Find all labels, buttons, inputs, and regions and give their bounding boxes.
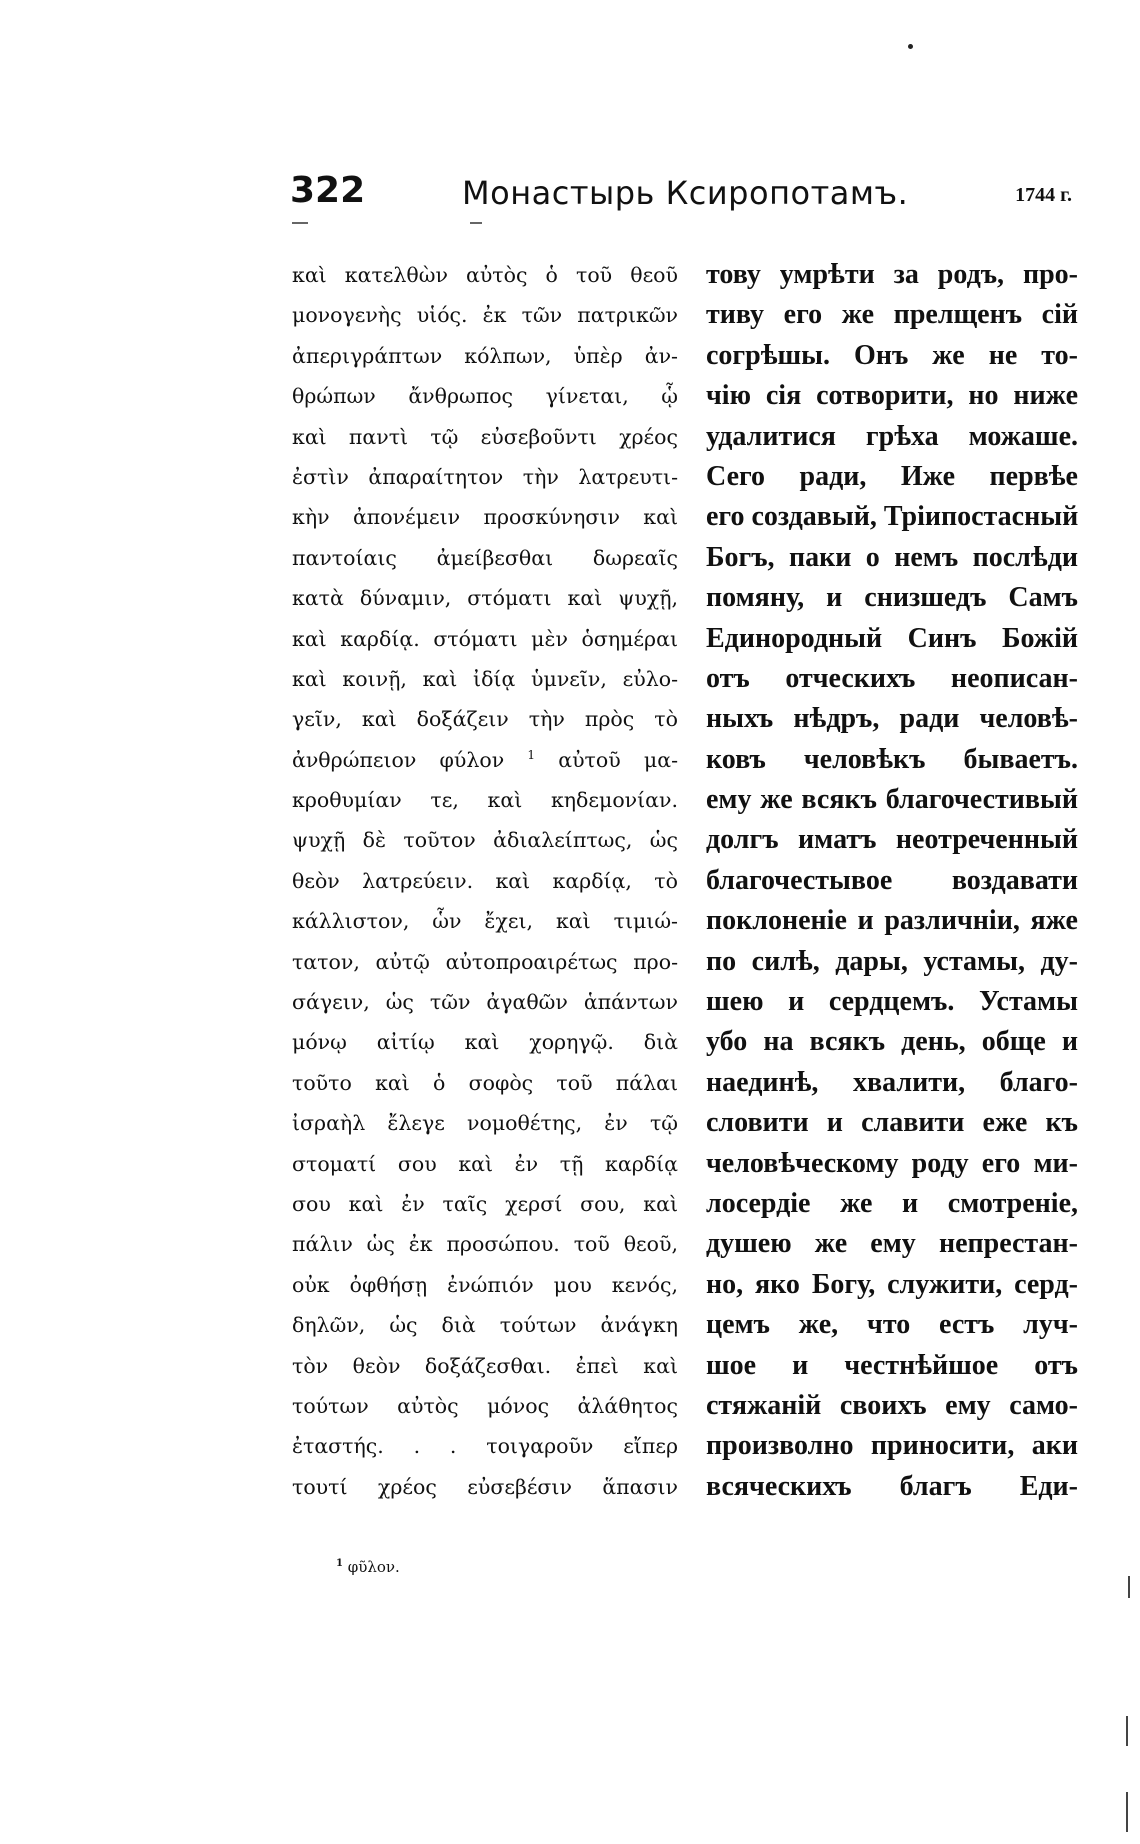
greek-line: κατὰ δύναμιν, στόματι καὶ ψυχῇ, (292, 586, 678, 611)
greek-line: ἐταστής. . . τοιγαροῦν εἴπερ (292, 1434, 678, 1459)
greek-line: τούτων αὐτὸς μόνος ἀλάθητος (292, 1393, 678, 1418)
slavonic-line: Единородный Синъ Божій (706, 622, 1078, 654)
year-label: 1744 г. (1015, 184, 1072, 206)
slavonic-line: долгъ иматъ неотреченный (706, 824, 1078, 856)
greek-line: ἐστὶν ἀπαραίτητον τὴν λατρευτι- (292, 464, 678, 489)
slavonic-line: чію сія сотворити, но ниже (706, 380, 1078, 412)
greek-line: κάλλιστον, ὧν ἔχει, καὶ τιμιώ- (292, 909, 678, 934)
slavonic-line: наединѣ, хвалити, благо- (706, 1066, 1078, 1098)
footnote-text: φῦλον. (347, 1558, 400, 1576)
slavonic-line: ему же всякъ благочестивый (706, 784, 1078, 816)
slavonic-line: тову умрѣти за родъ, про- (706, 259, 1078, 290)
greek-line: τατον, αὐτῷ αὐτοπροαιρέτως προ- (292, 949, 678, 974)
scan-edge-mark (1126, 1792, 1128, 1832)
footnote-number: 1 (336, 1558, 343, 1569)
greek-line: στοματί σου καὶ ἐν τῇ καρδίᾳ (292, 1151, 678, 1176)
slavonic-line: стяжаній своихъ ему само- (706, 1389, 1078, 1421)
slavonic-line: шею и сердцемъ. Устамы (706, 986, 1078, 1018)
slavonic-line: словити и славити еже къ (706, 1107, 1078, 1139)
slavonic-line: цемъ же, что естъ луч- (706, 1309, 1078, 1341)
greek-line: ψυχῇ δὲ τοῦτον ἀδιαλείπτως, ὡς (292, 828, 678, 853)
greek-line: κροθυμίαν τε, καὶ κηδεμονίαν. (292, 788, 678, 813)
greek-line: ἰσραὴλ ἔλεγε νομοθέτης, ἐν τῷ (292, 1111, 678, 1136)
greek-line: οὐκ ὀφθήσῃ ἐνώπιόν μου κενός, (292, 1272, 678, 1297)
scan-edge-mark (1128, 1576, 1130, 1598)
slavonic-line: помяну, и снизшедъ Самъ (706, 582, 1078, 614)
greek-line: κὴν ἀπονέμειν προσκύνησιν καὶ (292, 505, 678, 530)
header-dash-mid (470, 222, 482, 224)
greek-line: θρώπων ἄνθρωπος γίνεται, ᾧ (292, 384, 678, 409)
slavonic-line: удалитися грѣха можаше. (706, 420, 1078, 452)
greek-line: θεὸν λατρεύειν. καὶ καρδίᾳ, τὸ (292, 868, 678, 893)
slavonic-line: поклоненіе и различніи, яже (706, 905, 1078, 937)
slavonic-line: ковъ человѣкъ бываетъ. (706, 743, 1078, 775)
footnote-marker: 1 (527, 747, 536, 762)
greek-line: τοῦτο καὶ ὁ σοφὸς τοῦ πάλαι (292, 1070, 678, 1095)
slavonic-text-column (706, 255, 1078, 1507)
greek-line: παντοίαις ἀμείβεσθαι δωρεαῖς (292, 545, 678, 570)
greek-line-part: ἀνθρώπειον φύλον (292, 747, 505, 772)
slavonic-line: благочестывое воздавати (706, 864, 1078, 896)
greek-line-with-footnote (292, 740, 678, 780)
slavonic-line: человѣческому роду его ми- (706, 1147, 1078, 1179)
greek-line: δηλῶν, ὡς διὰ τούτων ἀνάγκη (292, 1313, 678, 1338)
slavonic-line: тиву его же прелщенъ сій (706, 299, 1078, 331)
running-title: Монастырь Ксиропотамъ. (462, 174, 909, 212)
scan-edge-mark (1126, 1716, 1128, 1746)
greek-line: σάγειν, ὡς τῶν ἀγαθῶν ἁπάντων (292, 990, 678, 1015)
footnote (336, 1558, 400, 1576)
greek-line-part: αὐτοῦ μα- (558, 747, 678, 772)
greek-line: τουτί χρέος εὐσεβέσιν ἅπασιν (292, 1474, 678, 1499)
greek-line: μόνῳ αἰτίῳ καὶ χορηγῷ. διὰ (292, 1030, 678, 1055)
slavonic-line: Сего ради, Иже первѣе (706, 460, 1078, 492)
slavonic-line: но, яко Богу, служити, серд- (706, 1268, 1078, 1300)
greek-line: γεῖν, καὶ δοξάζειν τὴν πρὸς τὸ (292, 707, 678, 732)
slavonic-line: Богъ, паки о немъ послѣди (706, 541, 1078, 573)
slavonic-line: убо на всякъ день, обще и (706, 1026, 1078, 1058)
greek-line: καὶ κοινῇ, καὶ ἰδίᾳ ὑμνεῖν, εὐλο- (292, 666, 678, 691)
greek-line: μονογενὴς υἱός. ἐκ τῶν πατρικῶν (292, 303, 678, 328)
page-number: 322 (290, 170, 366, 211)
slavonic-line: его создавый, Тріипостасный (706, 501, 1079, 533)
slavonic-line: душею же ему непрестан- (706, 1228, 1078, 1260)
page-header (290, 170, 1080, 230)
slavonic-line: отъ отческихъ неописан- (706, 662, 1078, 694)
greek-text-column (292, 255, 678, 1507)
slavonic-line: согрѣшы. Онъ же не то- (706, 339, 1078, 371)
greek-line: καὶ παντὶ τῷ εὐσεβοῦντι χρέος (292, 424, 678, 449)
greek-line: ἀπεριγράπτων κόλπων, ὑπὲρ ἀν- (292, 343, 678, 368)
slavonic-line: ныхъ нѣдръ, ради человѣ- (706, 703, 1078, 735)
greek-line: πάλιν ὡς ἐκ προσώπου. τοῦ θεοῦ, (292, 1232, 678, 1257)
slavonic-line: шое и честнѣйшое отъ (706, 1349, 1078, 1381)
scan-speck (908, 44, 913, 49)
slavonic-line: по силѣ, дары, устамы, ду- (706, 945, 1078, 977)
greek-line: καὶ κατελθὼν αὐτὸς ὁ τοῦ θεοῦ (292, 263, 678, 287)
greek-line: τὸν θεὸν δοξάζεσθαι. ἐπεὶ καὶ (292, 1353, 678, 1378)
greek-line: σου καὶ ἐν ταῖς χερσί σου, καὶ (292, 1191, 678, 1216)
slavonic-line: всяческихъ благъ Еди- (706, 1470, 1078, 1502)
slavonic-line: лосердіе же и смотреніе, (706, 1187, 1078, 1219)
header-dash-left (292, 222, 308, 224)
slavonic-line: произволно приносити, аки (706, 1430, 1078, 1462)
greek-line: καὶ καρδίᾳ. στόματι μὲν ὁσημέραι (292, 626, 678, 651)
